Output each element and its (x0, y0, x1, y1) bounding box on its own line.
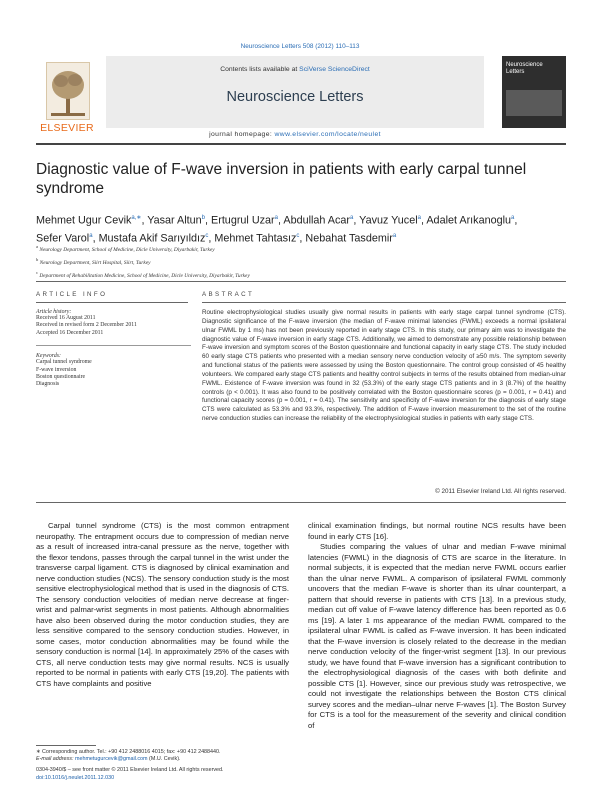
cover-graphic (506, 90, 562, 116)
affiliations (36, 242, 566, 280)
author-name[interactable]: Yavuz Yucel (359, 214, 418, 227)
contents-prefix: Contents lists available at (220, 66, 298, 73)
author-name[interactable]: Abdullah Acar (283, 214, 351, 227)
journal-reference[interactable]: Neuroscience Letters 508 (2012) 110–113 (240, 43, 360, 50)
author-affiliation-mark[interactable]: c (205, 232, 209, 239)
author-affiliation-mark[interactable]: a,∗ (131, 215, 142, 221)
author-name[interactable]: Sefer Varol (36, 232, 90, 245)
author-list: Mehmet Ugur Cevik$^{a,∗}$, Yasar Altun$^b$, Ertugrul Uzar$^a$, Abdullah Acar$^a$, Yavuz Yucel$^a$, Adalet Arıkanoglu$^a$, Sefer Varol$^a$, Mustafa Akif Sarıyıldız$^c$, Mehmet Tahtasız$^c$, Nebahat Tasdemir$^a$ (36, 214, 518, 245)
history-item: Received 16 August 2011 (36, 315, 96, 321)
author-affiliation-mark[interactable]: a (511, 215, 515, 221)
abstract-rule (202, 302, 566, 303)
author-affiliation-mark[interactable]: a (392, 232, 397, 239)
body-paragraph: clinical examination findings, but normal routine NCS results have been found in early CTS [16]. (308, 521, 566, 541)
article-title: Diagnostic value of F-wave inversion in patients with early carpal tunnel syndrome (36, 161, 527, 197)
keywords-label: Keywords: (36, 353, 61, 360)
section-rule (36, 281, 566, 282)
abstract-text: Routine electrophysiological studies usually give normal results in patients with early stage carpal tunnel syndrome (CTS). Diagnostic significance of the F-wave inversion (the median of F-wave minimal latencies (FWML) exceeds a normal ipsilateral ulnar FWML by 1 ms) has not been previously reported in early stage CTS. In this study, our primary aim was to investigate the diagnostic value of F-wave inversion in early stage CTS. Additionally, we aimed to demonstrate any possible relationship between F-wave inversion and symptom scores of the Boston questionnaire and functional capacity in early stage CTS. The study included 60 early stage CTS patients who presented with a median sensory nerve conduction velocity of ≥50 m/s. The symptom severity and functional status of the patients were assessed by using the Boston questionnaire. The control group consisted of 45 healthy volunteers. We compared early stage CTS patients and healthy control subjects in terms of the results obtained from median-ulnar FWML. Existence of F-wave inversion was found in 32 (53.3%) of the early stage CTS patients and in 3 (8.7%) of the healthy controls (p < 0.001). It was also found to be positively correlated with the Boston questionnaire scores (p = 0.001, r = 0.41) and functional capacity scores (p = 0.001, r = 0.41). The sensitivity and specificity of F-wave inversion for the diagnosis of early stage CTS were calculated as 53.3% and 93.3%, respectively. The addition of F-wave inversion measurement to the set of the routine nerve conduction studies can increase the reliability of the electrophysiological studies in patients with early stage CTS. (202, 309, 566, 423)
history-item: Received in revised form 2 December 2011 (36, 322, 137, 329)
affiliation-mark: b (36, 256, 39, 262)
author-affiliation-mark[interactable]: a (350, 215, 354, 221)
body-paragraph: Studies comparing the values of ulnar and median F-wave minimal latencies (FWML) in the diagnosis of CTS are scarce in the literature. In normal subjects, it is expected that the median nerve FWML occurs earlier than the ulnar nerve FWML. A comparison of ipsilateral FWML commonly uncovers that the median F-wave is shorter than its ulnar counterpart, a pattern that should reverse in patients with CTS [13]. In a previous study, median cut off value of F-wave latency difference has been reported as 0.6 ms [19]. A later 1 ms appearance of the median FWML compared to the ipsilateral ulnar FWML is called as F-wave inversion. It has been indicated that the F-wave inversion is closely related to the decrease in the median nerve conduction velocity of the finger-wrist segment [13]. In our previous study, we have found that F-wave inversion has a significant contribution to the electrophysiological diagnosis of the cases with both definite and possible CTS [1]. However, since our previous study was retrospective, we could not investigate the relationships between the Boston CTS clinical survey scores and the median–ulnar nerve F-waves [1]. The Boston Survey for CTS is a tool for the measurement of the severity and clinical condition of (308, 542, 566, 730)
history-label: Article history: (36, 309, 72, 315)
header-rule (36, 143, 566, 145)
journal-header (36, 56, 566, 141)
history-item: Accepted 16 December 2011 (36, 329, 104, 336)
header-banner (106, 56, 484, 128)
doi-link[interactable]: doi:10.1016/j.neulet.2011.12.030 (36, 774, 115, 781)
author-affiliation-mark[interactable]: c (296, 232, 300, 239)
homepage-link[interactable]: www.elsevier.com/locate/neulet (274, 131, 381, 138)
issn-line: 0304-3940/$ – see front matter © 2011 Elsevier Ireland Ltd. All rights reserved. (36, 767, 224, 774)
email-link[interactable]: mehmetugurcevik@gmail.com (74, 756, 148, 763)
affiliation-mark: c (36, 269, 38, 275)
author-name[interactable]: Ertugrul Uzar (211, 214, 275, 227)
article-info-panel (36, 309, 191, 389)
keyword: F-wave inversion (36, 366, 77, 373)
abstract-heading: ABSTRACT (202, 291, 255, 298)
affiliation-text: Department of Rehabilitation Medicine, School of Medicine, Dicle University, Diyarbakir, Turkey (39, 272, 250, 279)
author-name[interactable]: Mustafa Akif Sarıyıldız (98, 232, 206, 245)
author-affiliation-mark[interactable]: b (201, 215, 206, 221)
keyword: Carpal tunnel syndrome (36, 359, 92, 366)
email-label: E-mail address: (36, 756, 74, 763)
footnote-rule (36, 745, 96, 746)
info-divider (36, 345, 191, 347)
journal-title: Neuroscience Letters (226, 89, 364, 105)
keyword: Boston questionnaire (36, 374, 86, 381)
footnotes (36, 749, 296, 782)
tree-icon (46, 62, 90, 120)
homepage-prefix: journal homepage: (209, 131, 273, 138)
keyword: Diagnosis (36, 381, 60, 388)
author-affiliation-mark[interactable]: a (417, 215, 421, 221)
article-info-heading: ARTICLE INFO (36, 291, 108, 298)
elsevier-logo[interactable] (36, 60, 98, 134)
author-affiliation-mark[interactable]: a (274, 215, 278, 221)
email-note (36, 756, 296, 763)
publisher-logo-text: ELSEVIER (40, 122, 94, 134)
cover-title: Neuroscience Letters (506, 62, 543, 75)
journal-homepage (106, 131, 484, 138)
affiliation-item (36, 242, 566, 255)
affiliation-text: Neurology Department, School of Medicine, Dicle University, Diyarbakir, Turkey (39, 246, 215, 253)
author-name[interactable]: Adalet Arıkanoglu (426, 214, 511, 227)
body-paragraph: Carpal tunnel syndrome (CTS) is the most common entrapment neuropathy. The entrapment occurs due to compression of median nerve as a result of increased intra-canal pressure as the nerve, together with the flexor tendons, passes through the carpal tunnel in the wrist under the transverse carpal ligament. CTS is diagnosed by clinical examination and nerve conduction studies (NCS). The sensory conduction study is the most sensitive electrophysiological method that is used in the diagnosis of CTS. The sensory conduction velocities of median nerve decrease at finger-wrist and palmar-wrist segments in most patients. Although abnormalities have also been observed during the motor conduction studies, they are less sensitive compared to the sensory conduction studies. However, in some cases, motor conduction abnormalities may be found while the sensory conduction is normal [14]. In approximately 25% of the cases with CTS, all nerve conduction tests may give normal results. NCS is usually reported to be normal in patients with early CTS [19,20]. The patients with CTS have complaints and positive (36, 521, 289, 688)
corresponding-author-note: ∗ Corresponding author. Tel.: +90 412 2488016 4015; fax: +90 412 2488440. (36, 749, 221, 755)
body-left-column (36, 521, 289, 689)
contents-line (106, 66, 484, 73)
author-name[interactable]: Mehmet Tahtasız (214, 232, 297, 245)
author-affiliation-mark[interactable]: a (89, 232, 93, 239)
author-name[interactable]: Mehmet Ugur Cevik (36, 214, 132, 227)
email-suffix: (M.U. Cevik). (149, 756, 181, 763)
abstract-copyright: © 2011 Elsevier Ireland Ltd. All rights reserved. (435, 488, 566, 495)
article-info-rule (36, 302, 188, 303)
affiliation-mark: a (36, 244, 38, 249)
journal-cover-thumbnail[interactable] (502, 56, 566, 128)
sciencedirect-link[interactable]: SciVerse ScienceDirect (299, 66, 370, 73)
affiliation-item (36, 268, 566, 281)
author-name[interactable]: Nebahat Tasdemir (305, 232, 393, 245)
body-right-column (308, 521, 566, 731)
body-rule (36, 502, 566, 503)
author-name[interactable]: Yasar Altun (147, 214, 202, 227)
affiliation-text: Neurology Department, Siirt Hospital, Siirt, Turkey (39, 259, 151, 266)
affiliation-item (36, 255, 566, 268)
